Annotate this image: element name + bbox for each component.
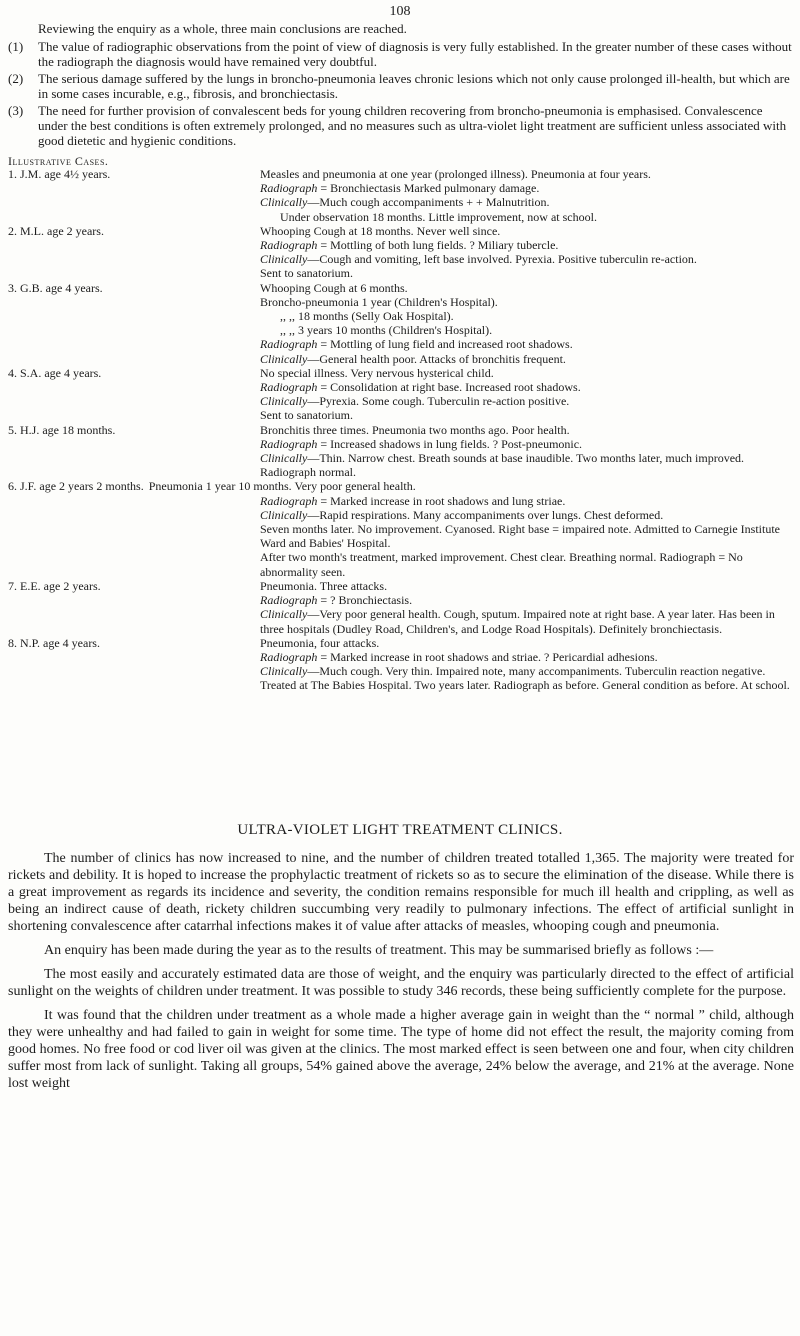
- case-entry: [8, 423, 794, 480]
- illustrative-cases: [8, 167, 794, 693]
- page-number: 108: [389, 4, 411, 19]
- conclusion-text: The serious damage suffered by the lungs in broncho-pneumonia leaves chronic lesions which not only cause prolonged ill-health, but which are in some cases incurable, e.g., fibrosis, and bronchiectasis.: [38, 71, 790, 101]
- paragraph: The most easily and accurately estimated data are those of weight, and the enquiry was particularly directed to the effect of artificial sunlight on the weights of children under treatment. It was possible to study 346 records, these being sufficiently complete for the purpose.: [8, 967, 794, 999]
- case-line: Whooping Cough at 18 months. Never well since.: [260, 223, 501, 238]
- conclusion-text: The value of radiographic observations from the point of view of diagnosis is very fully established. In the greater number of these cases without the radiograph the diagnosis would have remained very doubtful.: [38, 39, 792, 69]
- case-line: After two month's treatment, marked improvement. Chest clear. Breathing normal. Radiograph = No abnormality seen.: [260, 550, 743, 579]
- paragraph: The number of clinics has now increased to nine, and the number of children treated totalled 1,365. The majority were treated for rickets and debility. It is hoped to increase the prophylactic treatment of rickets so as to secure the elimination of the disease. While there is a great improvement as regards its incidence and severity, the condition remains responsible for much ill health and crippling, as well as being an indirect cause of death, rickety children succumbing very readily to pulmonary infections. The effect of artificial sunlight in shortening convalescence after catarrhal infections makes it of value after attacks of measles, whooping cough and pneumonia.: [8, 851, 794, 934]
- case-line: Radiograph = Bronchiectasis Marked pulmonary damage.: [260, 181, 540, 196]
- case-line: Bronchitis three times. Pneumonia two months ago. Poor health.: [260, 422, 570, 437]
- illustrative-cases-heading: Illustrative Cases.: [8, 154, 109, 168]
- case-body: [260, 366, 794, 423]
- case-entry-continued: [8, 494, 794, 579]
- conclusions-list: [8, 39, 794, 150]
- case-body: [260, 423, 794, 480]
- conclusion-item: [8, 39, 794, 69]
- section-title: ULTRA-VIOLET LIGHT TREATMENT CLINICS.: [237, 822, 563, 838]
- case-id: 8. N.P. age 4 years.: [8, 635, 100, 650]
- conclusion-text: The need for further provision of convalescent beds for young children recovering from broncho-pneumonia is emphasised. Convalescence under the best conditions is often extremely prolonged, and no measures such as ultra-violet light treatment are sufficient unless associated with good dietetic and hygienic conditions.: [38, 103, 787, 148]
- case-id: 2. M.L. age 2 years.: [8, 223, 104, 238]
- case-line: Broncho-pneumonia 1 year (Children's Hospital).: [260, 294, 498, 309]
- conclusion-number: (1): [8, 39, 24, 54]
- intro-sentence: Reviewing the enquiry as a whole, three main conclusions are reached.: [38, 21, 407, 36]
- case-entry: [8, 167, 794, 224]
- case-line: Radiograph = Marked increase in root shadows and striae. ? Pericardial adhesions.: [260, 649, 658, 664]
- case-entry: [8, 636, 794, 693]
- case-line: Radiograph = Mottling of both lung fields. ? Miliary tubercle.: [260, 238, 559, 253]
- case-body: [149, 479, 794, 493]
- case-body: [260, 167, 794, 224]
- case-body: [260, 579, 794, 636]
- case-line: Clinically—Pyrexia. Some cough. Tuberculin re-action positive.: [260, 394, 570, 409]
- case-body: [260, 281, 794, 366]
- case-line: Whooping Cough at 6 months.: [260, 280, 408, 295]
- case-entry: [8, 479, 794, 493]
- case-id: 3. G.B. age 4 years.: [8, 280, 103, 295]
- case-line: Clinically—Cough and vomiting, left base involved. Pyrexia. Positive tuberculin re-action.: [260, 252, 697, 267]
- conclusion-number: (3): [8, 103, 24, 118]
- conclusion-item: [8, 103, 794, 148]
- case-line: Measles and pneumonia at one year (prolonged illness). Pneumonia at four years.: [260, 167, 651, 181]
- conclusion-item: [8, 71, 794, 101]
- case-line: Radiograph = Marked increase in root shadows and lung striae.: [260, 493, 566, 508]
- case-body: [260, 224, 794, 281]
- case-id: 1. J.M. age 4½ years.: [8, 167, 111, 181]
- conclusion-number: (2): [8, 71, 24, 86]
- case-line: Seven months later. No improvement. Cyanosed. Right base = impaired note. Admitted to Carnegie Institute Ward and Babies' Hospital.: [260, 522, 781, 551]
- case-line: Pneumonia. Three attacks.: [260, 578, 388, 593]
- case-id: 6. J.F. age 2 years 2 months.: [8, 479, 144, 494]
- case-id: 4. S.A. age 4 years.: [8, 365, 102, 380]
- case-line: Sent to sanatorium.: [260, 408, 353, 423]
- case-id: 5. H.J. age 18 months.: [8, 422, 116, 437]
- case-line: Clinically—General health poor. Attacks of bronchitis frequent.: [260, 351, 566, 366]
- case-line: Clinically—Very poor general health. Cough, sputum. Impaired note at right base. A year later. Has been in three hospitals (Dudley Road, Children's, and Lodge Road Hospitals). Definitely bronchiectasis.: [260, 607, 775, 636]
- case-line: Clinically—Thin. Narrow chest. Breath sounds at base inaudible. Two months later, much improved. Radiograph normal.: [260, 451, 745, 480]
- case-line: Radiograph = ? Bronchiectasis.: [260, 593, 413, 608]
- case-entry: [8, 281, 794, 366]
- case-line: Sent to sanatorium.: [260, 266, 353, 281]
- case-line: Pneumonia, four attacks.: [260, 635, 380, 650]
- case-line: ,, ,, 3 years 10 months (Children's Hospital).: [280, 323, 493, 338]
- case-body: [260, 494, 794, 579]
- case-line: Clinically—Much cough. Very thin. Impaired note, many accompaniments. Tuberculin reaction negative. Treated at The Babies Hospital. Two years later. Radiograph as before. General condition as before. At school.: [260, 664, 790, 693]
- case-entry: [8, 366, 794, 423]
- paragraph: It was found that the children under treatment as a whole made a higher average gain in weight than the “ normal ” child, although they were unhealthy and had failed to gain in weight for some time. The type of home did not effect the result, the majority coming from good homes. No free food or cod liver oil was given at the clinics. The most marked effect is seen between one and four, when city children suffer most from lack of sunlight. Taking all groups, 54% gained above the average, 24% below the average, and 21% at the average. None lost weight: [8, 1008, 794, 1091]
- case-line: No special illness. Very nervous hysterical child.: [260, 365, 494, 380]
- case-line: Pneumonia 1 year 10 months. Very poor general health.: [148, 479, 416, 494]
- case-entry: [8, 579, 794, 636]
- case-line: Radiograph = Consolidation at right base. Increased root shadows.: [260, 380, 581, 395]
- case-line: Radiograph = Increased shadows in lung fields. ? Post-pneumonic.: [260, 436, 583, 451]
- case-body: [260, 636, 794, 693]
- case-line: Under observation 18 months. Little improvement, now at school.: [280, 209, 597, 224]
- case-line: Radiograph = Mottling of lung field and increased root shadows.: [260, 337, 573, 352]
- paragraph: An enquiry has been made during the year as to the results of treatment. This may be summarised briefly as follows :—: [44, 943, 714, 958]
- case-line: Clinically—Rapid respirations. Many accompaniments over lungs. Chest deformed.: [260, 507, 664, 522]
- case-entry: [8, 224, 794, 281]
- case-id: 7. E.E. age 2 years.: [8, 578, 101, 593]
- case-line: Clinically—Much cough accompaniments + + Malnutrition.: [260, 195, 550, 210]
- case-line: ,, ,, 18 months (Selly Oak Hospital).: [280, 309, 454, 324]
- section-body: [8, 850, 794, 1099]
